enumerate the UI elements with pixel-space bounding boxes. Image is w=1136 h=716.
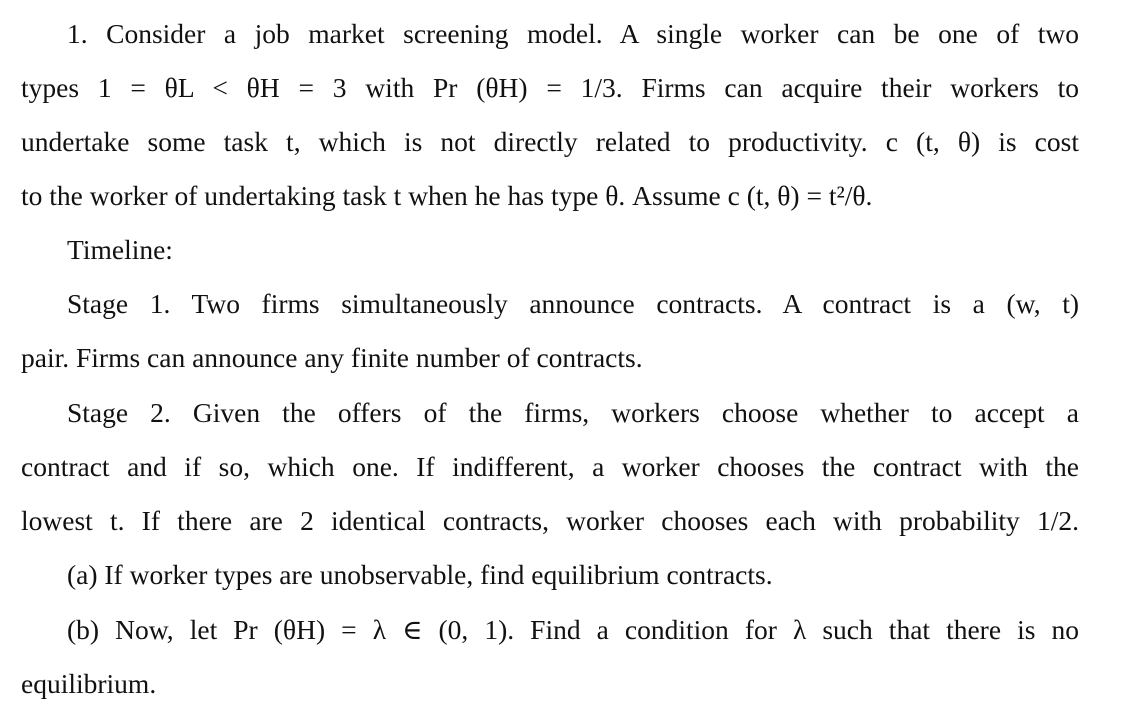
text-line-9: contract and if so, which one. If indifferent, a worker chooses the contract with the [21,451,1079,482]
text-line-3: undertake some task t, which is not directly related to productivity. c (t, θ) is cost [21,126,1079,157]
text-line-7: pair. Firms can announce any finite number of contracts. [21,342,643,373]
question-a: (a) If worker types are unobservable, find equilibrium contracts. [67,559,773,590]
text-line-6: Stage 1. Two firms simultaneously announce contracts. A contract is a (w, t) [67,288,1079,319]
text-line-4: to the worker of undertaking task t when he has type θ. Assume c (t, θ) = t²/θ. [21,180,873,211]
text-line-13: equilibrium. [21,668,157,699]
timeline-heading: Timeline: [67,234,173,265]
text-line-2: types 1 = θL < θH = 3 with Pr (θH) = 1/3. Firms can acquire their workers to [21,72,1079,103]
text-line-8: Stage 2. Given the offers of the firms, workers choose whether to accept a [67,397,1079,428]
question-b: (b) Now, let Pr (θH) = λ ∈ (0, 1). Find a condition for λ such that there is no [67,614,1079,645]
text-line-10: lowest t. If there are 2 identical contracts, worker chooses each with probability 1/2. [21,505,1079,536]
text-line-1: 1. Consider a job market screening model. A single worker can be one of two [67,18,1079,49]
